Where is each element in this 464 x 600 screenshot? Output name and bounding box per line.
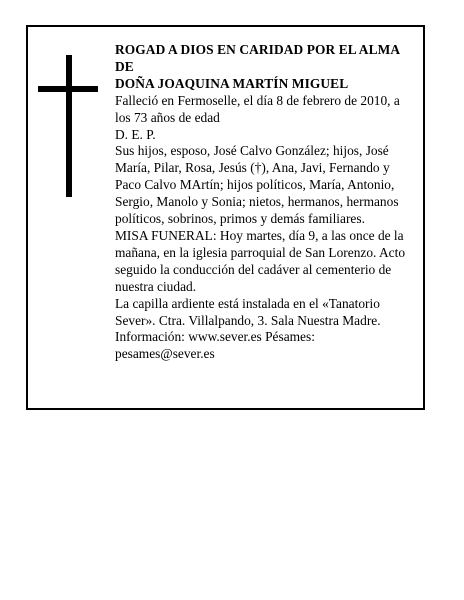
info-text: Información: www.sever.es Pésames: pesames@sever.es	[115, 329, 315, 362]
death-info: Falleció en Fermoselle, el día 8 de febrero de 2010, a los 73 años de edad	[115, 92, 400, 125]
funeral-text: MISA FUNERAL: Hoy martes, día 9, a las once de la mañana, en la iglesia parroquial de San Lorenzo. Acto seguido la conducción del cadáver al cementerio de nuestra ciudad.	[115, 227, 406, 294]
cross-icon	[38, 55, 98, 197]
deceased-name: DOÑA JOAQUINA MARTÍN MIGUEL	[115, 75, 349, 91]
chapel-text: La capilla ardiente está instalada en el «Tanatorio Sever». Ctra. Villalpando, 3. Sala Nuestra Madre.	[115, 295, 381, 328]
notice-heading-prayer: ROGAD A DIOS EN CARIDAD POR EL ALMA DE	[115, 42, 400, 74]
cross-horizontal-bar	[38, 86, 98, 92]
family-text: Sus hijos, esposo, José Calvo González; hijos, José María, Pilar, Rosa, Jesús (†), Ana, Javi, Fernando y Paco Calvo MArtín; hijos políticos, María, Antonio, Sergio, Manolo y Sonia; nietos, hermanos, hermanos políticos, sobrinos, primos y demás familiares.	[115, 143, 399, 227]
obituary-notice	[26, 25, 425, 410]
notice-text	[115, 42, 415, 363]
dep-text: D. E. P.	[115, 126, 156, 142]
cross-vertical-bar	[66, 55, 72, 197]
